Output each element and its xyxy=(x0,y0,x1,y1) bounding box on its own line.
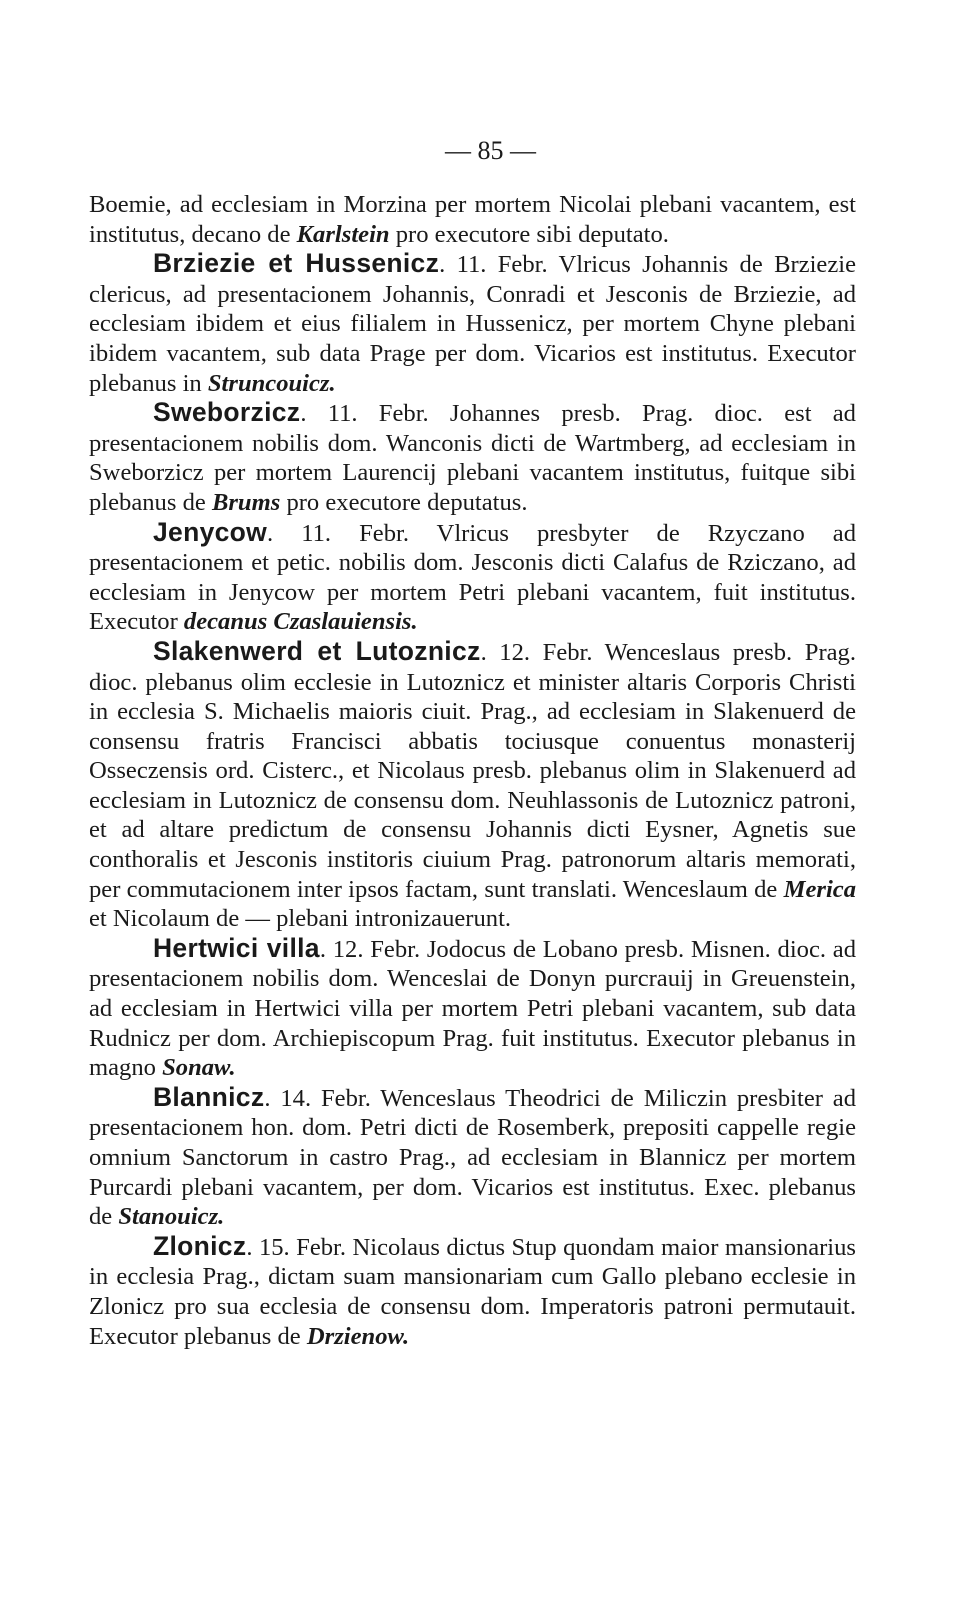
entry-zlonicz xyxy=(89,1232,856,1351)
entry-date: . 15. Febr. xyxy=(246,1233,347,1261)
entry-heading: Zlonicz xyxy=(153,1230,247,1261)
entry-heading: Brziezie et Hussenicz xyxy=(153,248,440,279)
entry-blannicz xyxy=(89,1083,856,1232)
entry-brziezie xyxy=(89,249,856,398)
entry-text: Nicolaus dictus Stup quondam maior mansionarius in ecclesia Prag., dictam suam mansionariam cum Gallo plebano ecclesie in Zlonicz pro sua ecclesia de consensu dom. Imperatoris patroni permutauit. Executor plebanus de xyxy=(89,1233,856,1350)
intro-italic: Karlstein xyxy=(296,220,390,248)
entry-italic: Sonaw. xyxy=(162,1054,236,1082)
page-number: — 85 — xyxy=(445,136,536,165)
entry-italic: Brums xyxy=(211,488,281,516)
entry-sweborzicz xyxy=(89,398,856,517)
entry-italic: Stanouicz. xyxy=(118,1203,225,1231)
entry-date: . 11. Febr. xyxy=(267,519,409,547)
entry-jenycow xyxy=(89,518,856,637)
entry-heading: Hertwici villa xyxy=(153,932,320,963)
entry-italic: Struncouicz. xyxy=(207,369,336,397)
entry-text-end: pro executore deputatus. xyxy=(280,488,528,516)
entry-heading: Blannicz xyxy=(153,1081,265,1112)
entry-date: . 11. Febr. xyxy=(439,251,548,279)
entry-heading: Jenycow xyxy=(153,516,268,547)
entry-date: . 11. Febr. xyxy=(300,400,429,428)
entry-text: Vlricus Johannis de Brziezie clericus, ad presentacionem Johannis, Conradi et Jesconis de Brziezie, ad ecclesiam ibidem et eius filialem in Hussenicz, per mortem Chyne plebani ibidem vacantem, sub data Prage per dom. Vicarios est institutus. Executor plebanus in xyxy=(89,251,856,397)
entry-text: Jodocus de Lobano presb. Misnen. dioc. ad presentacionem nobilis dom. Wenceslai de Donyn purcrauij in Greuenstein, ad ecclesiam in Hertwici villa per mortem Petri plebani vacantem, sub data Rudnicz per dom. Archiepiscopum Prag. fuit institutus. Executor plebanus in magno xyxy=(89,935,856,1082)
intro-text: Boemie, ad ecclesiam in Morzina per mortem Nicolai plebani vacantem, est institutus, decano de xyxy=(89,191,856,248)
entry-italic: Merica xyxy=(783,875,856,903)
entry-heading: Sweborzicz xyxy=(153,397,301,428)
intro-text-end: pro executore sibi deputato. xyxy=(389,220,669,248)
entry-text: Wenceslaus Theodrici de Miliczin presbiter ad presentacionem hon. dom. Petri dicti de Rosemberk, prepositi cappelle regie omnium Sanctorum in castro Prag., ad ecclesiam in Blannicz per mortem Purcardi plebani vacantem, per dom. Vicarios est institutus. Exec. plebanus de xyxy=(89,1084,856,1231)
entry-heading: Slakenwerd et Lutoznicz xyxy=(153,635,481,666)
entry-date: . 12. Febr. xyxy=(319,935,421,963)
entry-text: Wenceslaus presb. Prag. dioc. plebanus olim ecclesie in Lutoznicz et minister altaris Corporis Christi in ecclesia S. Michaelis maioris ciuit. Prag., ad ecclesiam in Slakenuerd de consensu fratris Francisci abbatis tociusque conuentus monasterij Osseczensis ord. Cisterc., et Nicolaus presb. plebanus olim in Slakenuerd ad ecclesiam in Lutoznicz de consensu dom. Neuhlassonis de Lutoznicz patroni, et ad altare predictum de consensu Johannis dicti Eysner, Agnetis sue conthoralis et Jesconis institoris ciuium Prag. patronorum altaris memorati, per commutacionem inter ipsos factam, sunt translati. Wenceslaum de xyxy=(89,638,857,903)
body-text xyxy=(89,190,856,1351)
entry-date: . 12. Febr. xyxy=(480,638,593,666)
entry-text-end: et Nicolaum de — plebani intronizauerunt. xyxy=(89,905,512,933)
entry-date: . 14. Febr. xyxy=(264,1084,371,1112)
entry-italic: decanus Czaslauiensis. xyxy=(183,608,418,636)
entry-hertwici xyxy=(89,934,856,1083)
entry-text: Johannes presb. Prag. dioc. est ad presentacionem nobilis dom. Wanconis dicti de Wartmberg, ad ecclesiam in Sweborzicz per mortem Laurencij plebani vacantem institutus, fuitque sibi plebanus de xyxy=(89,400,856,516)
entry-text: Vlricus presbyter de Rzyczano ad presentacionem et petic. nobilis dom. Jesconis dicti Calafus de Rziczano, ad ecclesiam in Jenycow per mortem Petri plebani vacantem, fuit institutus. Executor xyxy=(89,519,856,636)
entry-slakenwerd xyxy=(89,637,856,934)
intro-paragraph xyxy=(89,190,856,249)
entry-italic: Drzienow. xyxy=(306,1322,410,1350)
